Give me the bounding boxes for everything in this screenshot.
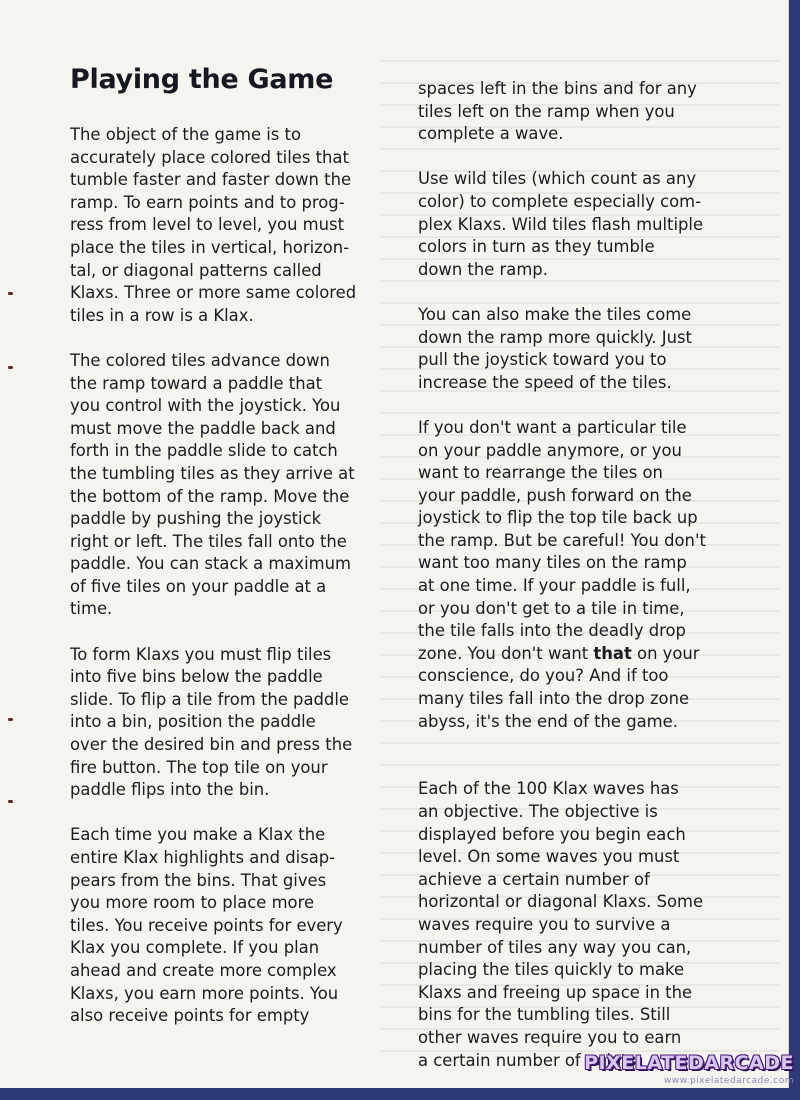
text-line: you more room to place more bbox=[70, 893, 315, 913]
text-line: conscience, do you? And if too bbox=[418, 666, 669, 686]
text-line: an objective. The objective is bbox=[418, 802, 658, 821]
text-line: You can also make the tiles come bbox=[418, 304, 692, 324]
text-line: down the ramp more quickly. Just bbox=[418, 327, 692, 347]
text-line: time. bbox=[70, 599, 113, 619]
text-line: ramp. To earn points and to prog- bbox=[70, 192, 345, 212]
text-line: joystick to flip the top tile back up bbox=[418, 508, 698, 528]
text-line: pull the joystick toward you to bbox=[418, 350, 667, 370]
text-line: Klax you complete. If you plan bbox=[70, 938, 320, 958]
text-line: right or left. The tiles fall onto the bbox=[70, 531, 347, 551]
text-line: on your paddle anymore, or you bbox=[418, 440, 682, 460]
text-line: color) to complete especially com- bbox=[418, 191, 702, 211]
text-line: Use wild tiles (which count as any bbox=[418, 169, 697, 189]
text-line: want too many tiles on the ramp bbox=[418, 553, 687, 573]
text-line: zone. You don't want that on your bbox=[418, 643, 700, 663]
watermark-url: www.pixelatedarcade.com bbox=[663, 1076, 794, 1086]
text-line: ress from level to level, you must bbox=[70, 215, 344, 235]
text-line: the tumbling tiles as they arrive at bbox=[70, 463, 355, 483]
text-line: you control with the joystick. You bbox=[70, 396, 341, 416]
paragraph-gap bbox=[70, 327, 390, 350]
text-line: the ramp toward a paddle that bbox=[70, 373, 323, 393]
page-heading: Playing the Game bbox=[70, 64, 334, 95]
text-line: of five tiles on your paddle at a bbox=[70, 576, 327, 596]
text-line: tumble faster and faster down the bbox=[70, 170, 352, 190]
paragraph-gap bbox=[418, 146, 748, 169]
text-line: into five bins below the paddle bbox=[70, 667, 323, 687]
paragraph-gap bbox=[70, 802, 390, 825]
text-line: at one time. If your paddle is full, bbox=[418, 576, 691, 596]
text-line: level. On some waves you must bbox=[418, 847, 680, 867]
text-line: Each time you make a Klax the bbox=[70, 825, 326, 845]
text-line: displayed before you begin each bbox=[418, 824, 686, 844]
text-line: ahead and create more complex bbox=[70, 960, 337, 980]
text-line: The colored tiles advance down bbox=[70, 350, 330, 370]
paragraph-gap bbox=[418, 733, 748, 756]
text-line: paddle by pushing the joystick bbox=[70, 509, 322, 529]
text-line: colors in turn as they tumble bbox=[418, 237, 655, 257]
watermark-name: PIXELATEDARCADE bbox=[584, 1052, 794, 1074]
text-line: many tiles fall into the drop zone bbox=[418, 689, 690, 709]
text-line: over the desired bin and press the bbox=[70, 735, 353, 755]
text-line: waves require you to survive a bbox=[418, 914, 671, 934]
text-line: horizontal or diagonal Klaxs. Some bbox=[418, 892, 704, 912]
text-line: fire button. The top tile on your bbox=[70, 757, 328, 777]
paragraph-gap bbox=[418, 756, 748, 779]
paragraph-gap bbox=[418, 281, 748, 304]
text-line: the bottom of the ramp. Move the bbox=[70, 486, 350, 506]
text-line: The object of the game is to bbox=[70, 125, 301, 144]
text-line: paddle flips into the bin. bbox=[70, 780, 270, 800]
text-line: complete a wave. bbox=[418, 124, 564, 144]
text-line: Klaxs, you earn more points. You bbox=[70, 983, 339, 1003]
text-line: abyss, it's the end of the game. bbox=[418, 711, 678, 731]
paragraph-gap bbox=[418, 394, 748, 417]
text-line: slide. To flip a tile from the paddle bbox=[70, 689, 349, 709]
text-line: into a bin, position the paddle bbox=[70, 712, 316, 732]
text-line: pears from the bins. That gives bbox=[70, 870, 327, 890]
emphasis-text: that bbox=[593, 643, 632, 663]
text-line: tiles in a row is a Klax. bbox=[70, 305, 254, 325]
text-line: your paddle, push forward on the bbox=[418, 485, 692, 505]
text-line: want to rearrange the tiles on bbox=[418, 463, 663, 483]
text-line: place the tiles in vertical, horizon- bbox=[70, 237, 350, 257]
left-column bbox=[70, 124, 390, 1028]
text-line: Klaxs. Three or more same colored bbox=[70, 283, 357, 303]
text-line: or you don't get to a tile in time, bbox=[418, 598, 685, 618]
text-line: other waves require you to earn bbox=[418, 1027, 682, 1047]
text-line: To form Klaxs you must flip tiles bbox=[70, 644, 332, 664]
paragraph-gap bbox=[70, 621, 390, 644]
text-line: a certain number of points. bbox=[418, 1050, 642, 1070]
text-line: tal, or diagonal patterns called bbox=[70, 260, 322, 280]
text-line: tiles. You receive points for every bbox=[70, 915, 343, 935]
text-line: down the ramp. bbox=[418, 259, 548, 279]
text-line: must move the paddle back and bbox=[70, 418, 336, 438]
text-line: tiles left on the ramp when you bbox=[418, 101, 675, 121]
text-line: spaces left in the bins and for any bbox=[418, 79, 697, 98]
text-line: also receive points for empty bbox=[70, 1006, 310, 1026]
text-line: the ramp. But be careful! You don't bbox=[418, 530, 706, 550]
text-line: increase the speed of the tiles. bbox=[418, 372, 672, 392]
text-line: achieve a certain number of bbox=[418, 869, 650, 889]
watermark-logo bbox=[584, 1052, 794, 1086]
text-line: forth in the paddle slide to catch bbox=[70, 441, 338, 461]
text-line: accurately place colored tiles that bbox=[70, 147, 349, 167]
text-line: paddle. You can stack a maximum bbox=[70, 554, 351, 574]
text-line: the tile falls into the deadly drop bbox=[418, 621, 686, 641]
text-line: number of tiles any way you can, bbox=[418, 937, 692, 957]
text-line: Klaxs and freeing up space in the bbox=[418, 982, 693, 1002]
text-line: entire Klax highlights and disap- bbox=[70, 848, 336, 867]
text-line: Each of the 100 Klax waves has bbox=[418, 779, 679, 799]
text-line: plex Klaxs. Wild tiles flash multiple bbox=[418, 214, 704, 234]
text-line: placing the tiles quickly to make bbox=[418, 960, 685, 980]
right-column bbox=[418, 78, 748, 1072]
text-line: If you don't want a particular tile bbox=[418, 417, 687, 437]
text-line: bins for the tumbling tiles. Still bbox=[418, 1005, 671, 1025]
